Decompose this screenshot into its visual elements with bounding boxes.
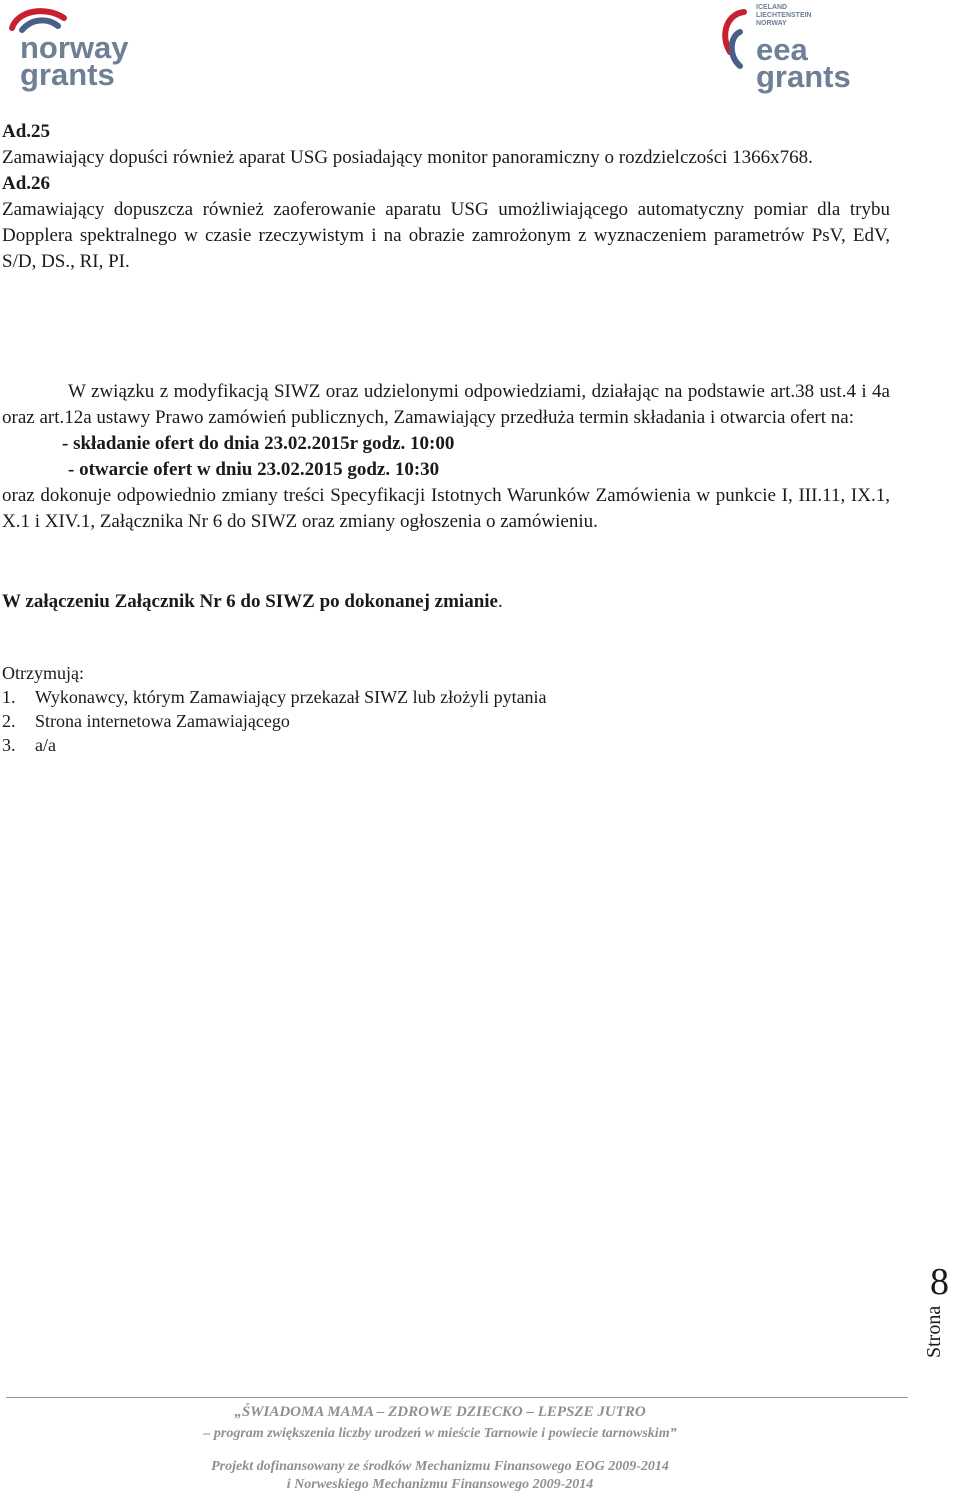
- footer-line2: – program zwiększenia liczby urodzeń w mieście Tarnowie i powiecie tarnowskim”: [203, 1426, 677, 1441]
- ad26-heading: Ad.26: [2, 173, 51, 194]
- page-number-label: Strona: [923, 1305, 945, 1358]
- deadline-opening: - otwarcie ofert w dniu 23.02.2015 godz. 10:30: [68, 459, 440, 480]
- attachment-note: W załączeniu Załącznik Nr 6 do SIWZ po dokonanej zmianie: [2, 591, 498, 612]
- changes-text: oraz dokonuje odpowiednio zmiany treści Specyfikacji Istotnych Warunków Zamówienia w punkcie I, III.11, IX.1, X.1 i XIV.1, Załącznika Nr 6 do SIWZ oraz zmiany ogłoszenia o zamówieniu.: [2, 485, 890, 532]
- list-item-number: 1.: [2, 687, 16, 707]
- extension-intro: W związku z modyfikacją SIWZ oraz udzielonymi odpowiedziami, działając na podstawie art.38 ust.4 i 4a oraz art.12a ustawy Prawo zamówień publicznych, Zamawiający przedłuża termin składania i otwarcia ofert na:: [2, 381, 890, 428]
- list-item-text: Wykonawcy, którym Zamawiający przekazał SIWZ lub złożyli pytania: [35, 687, 547, 707]
- list-item-number: 3.: [2, 735, 16, 755]
- logo-eea-country3: NORWAY: [756, 20, 787, 27]
- ad25-text: Zamawiający dopuści również aparat USG posiadający monitor panoramiczny o rozdzielczości 1366x768.: [2, 147, 813, 168]
- footer-divider: [6, 1397, 908, 1398]
- ad25-heading: Ad.25: [2, 121, 51, 142]
- list-item: [2, 709, 890, 733]
- ad26-text: Zamawiający dopuszcza również zaoferowanie aparatu USG umożliwiającego automatyczny pomiar dla trybu Dopplera spektralnego w czasie rzeczywistym i na obrazie zamrożonym z wyznaczeniem parametrów PsV, EdV, S/D, DS., RI, PI.: [2, 199, 890, 272]
- list-item-text: a/a: [35, 735, 56, 755]
- attachment-note-line: [2, 589, 890, 615]
- norway-grants-logo: [8, 4, 148, 92]
- logo-eea-line2: grants: [756, 59, 851, 94]
- list-item-number: 2.: [2, 711, 16, 731]
- list-item: [2, 685, 890, 709]
- footer-line1: „ŚWIADOMA MAMA – ZDROWE DZIECKO – LEPSZE JUTRO: [234, 1404, 646, 1420]
- logo-eea-country2: LIECHTENSTEIN: [756, 12, 812, 19]
- recipients-heading: Otrzymują:: [2, 663, 84, 683]
- logo-eea-country1: ICELAND: [756, 4, 788, 11]
- logo-norway-line1: norway: [20, 30, 129, 65]
- logo-norway-line2: grants: [20, 57, 115, 92]
- recipients-list: [2, 661, 890, 757]
- footer-line3: Projekt dofinansowany ze środków Mechanizmu Finansowego EOG 2009-2014: [211, 1459, 669, 1474]
- eea-grants-logo: [718, 2, 858, 94]
- logo-eea-line1: eea: [756, 32, 808, 67]
- list-item: [2, 733, 890, 757]
- list-item-text: Strona internetowa Zamawiającego: [35, 711, 290, 731]
- footer-line4: i Norweskiego Mechanizmu Finansowego 2009-2014: [286, 1477, 594, 1492]
- page-number-value: 8: [930, 1261, 949, 1303]
- page-number: [920, 1261, 960, 1360]
- eea-grants-emblem-icon: [718, 6, 754, 76]
- attachment-period: .: [498, 591, 503, 612]
- deadline-submission: - składanie ofert do dnia 23.02.2015r godz. 10:00: [62, 433, 455, 454]
- document-body: [2, 119, 890, 757]
